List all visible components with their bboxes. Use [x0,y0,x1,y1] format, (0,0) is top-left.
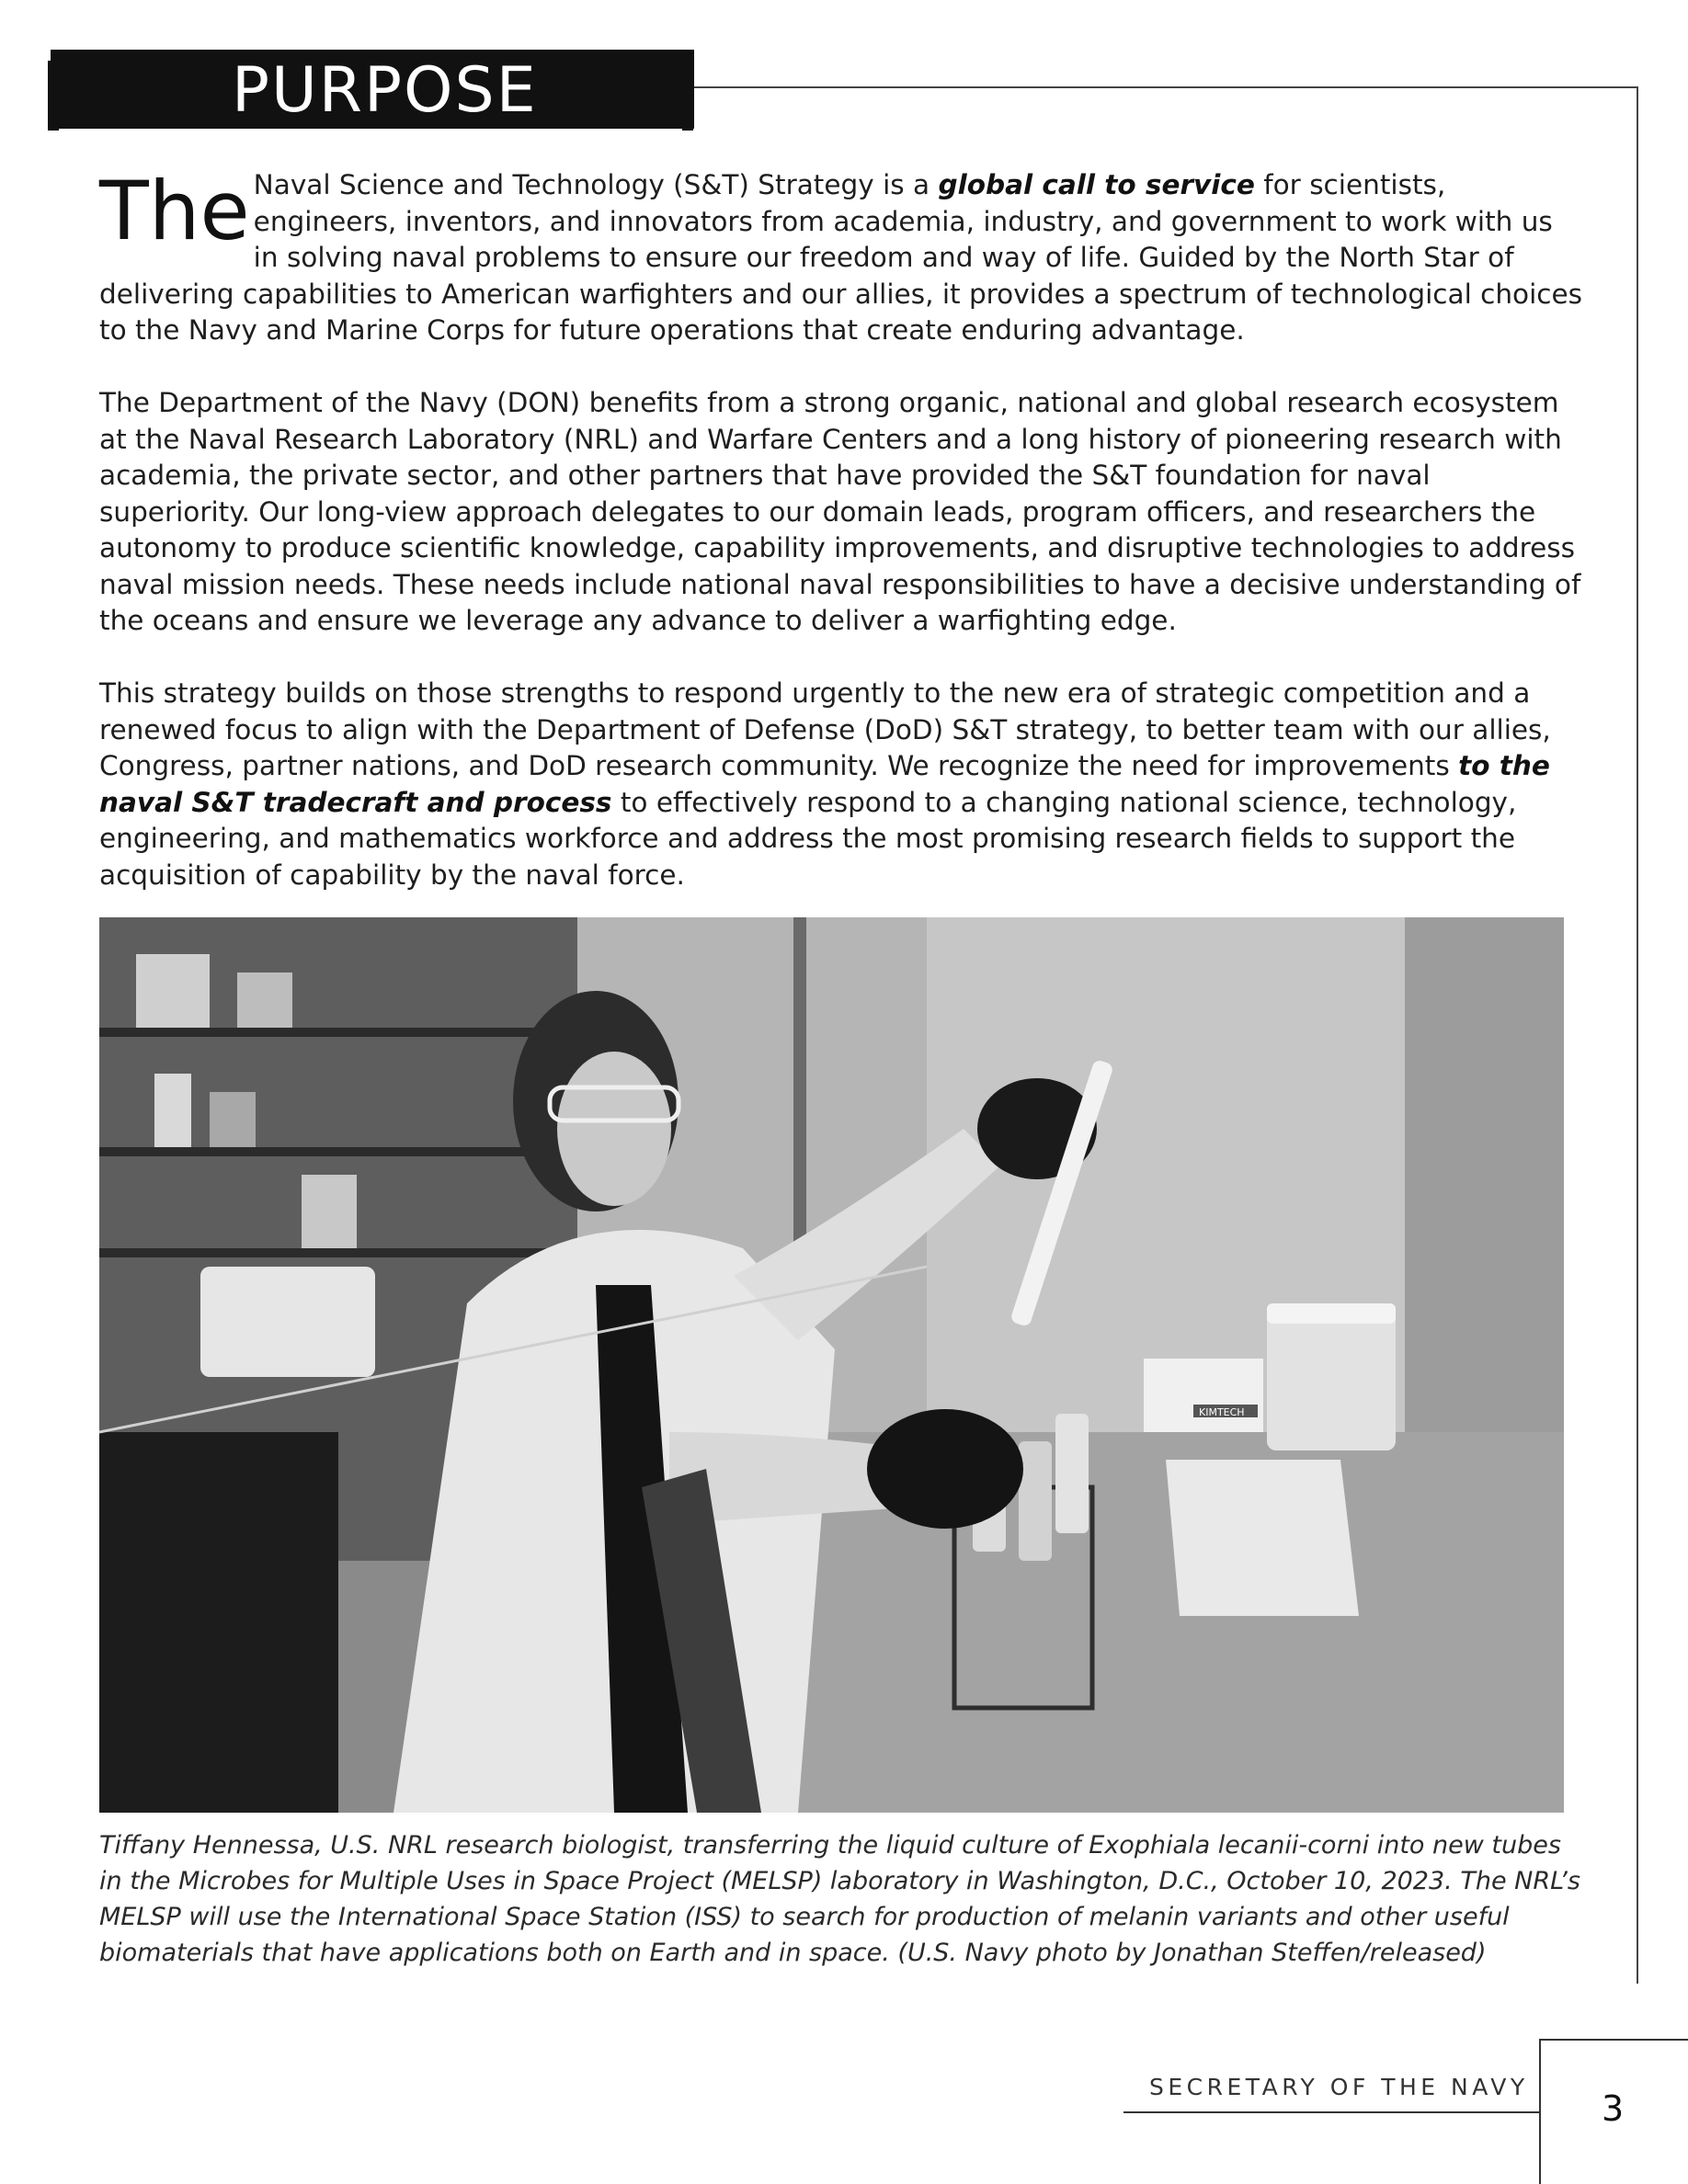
lab-photo-illustration [99,917,1564,1813]
lab-photo [99,917,1564,1813]
paragraph-3-emphasis: to the naval S&T tradecraft and process [99,750,1550,818]
right-bracket [682,61,693,131]
box-label: KIMTECH [1199,1406,1245,1418]
paragraph-3-text-b: to effectively respond to a changing national science, technology, engineering, and mathematics workforce and address the most promising research fields to support the acquisition of capability by the naval force. [99,786,1517,891]
page-number: 3 [1602,2088,1625,2129]
frame-top-rule [694,86,1638,88]
paragraph-1-text-a: Naval Science and Technology (S&T) Strategy is a [253,169,939,200]
paragraph-1-text-b: for scientists, engineers, inventors, and innovators from academia, industry, and government to work with us in solving naval problems to ensure our freedom and way of life. Guided by the North Star of delivering capabilities to American warfighters and our allies, it provides a spectrum of technological choices to the Navy and Marine Corps for future operations that create enduring advantage. [99,169,1583,346]
paragraph-1-emphasis: global call to service [938,169,1255,200]
footer-label: SECRETARY OF THE NAVY [1149,2074,1529,2100]
section-title: PURPOSE [232,54,538,127]
paragraph-2: The Department of the Navy (DON) benefits from a strong organic, national and global research ecosystem at the Naval Research Laboratory (NRL) and Warfare Centers and a long history of pioneering research with academia, the private sector, and other partners that have provided the S&T foundation for naval superiority. Our long-view approach delegates to our domain leads, program officers, and researchers the autonomy to produce scientific knowledge, capability improvements, and disruptive technologies to address naval mission needs. These needs include national naval responsibilities to have a decisive understanding of the oceans and ensure we leverage any advance to deliver a warfighting edge. [99,387,1581,636]
frame-right-rule [1637,86,1638,1984]
photo-caption: Tiffany Hennessa, U.S. NRL research biologist, transferring the liquid culture of Exophiala lecanii-corni into new tubes in the Microbes for Multiple Uses in Space Project (MELSP) laboratory in Washington, D.C., October 10, 2023. The NRL’s MELSP will use the International Space Station (ISS) to search for production of melanin variants and other useful biomaterials that have applications both on Earth and in space. (U.S. Navy photo by Jonathan Steffen/released) [99,1831,1580,1967]
paragraph-3-text-a: This strategy builds on those strengths to respond urgently to the new era of strategic competition and a renewed focus to align with the Department of Defense (DoD) S&T strategy, to better team with our allies, Congress, partner nations, and DoD research community. We recognize the need for improvements [99,677,1551,781]
paragraph-1 [99,164,1584,349]
left-bracket [48,61,59,131]
drop-cap: The [99,164,250,258]
footer-rule [1123,2111,1541,2113]
body-text [99,164,1584,930]
paragraph-3 [99,676,1584,893]
